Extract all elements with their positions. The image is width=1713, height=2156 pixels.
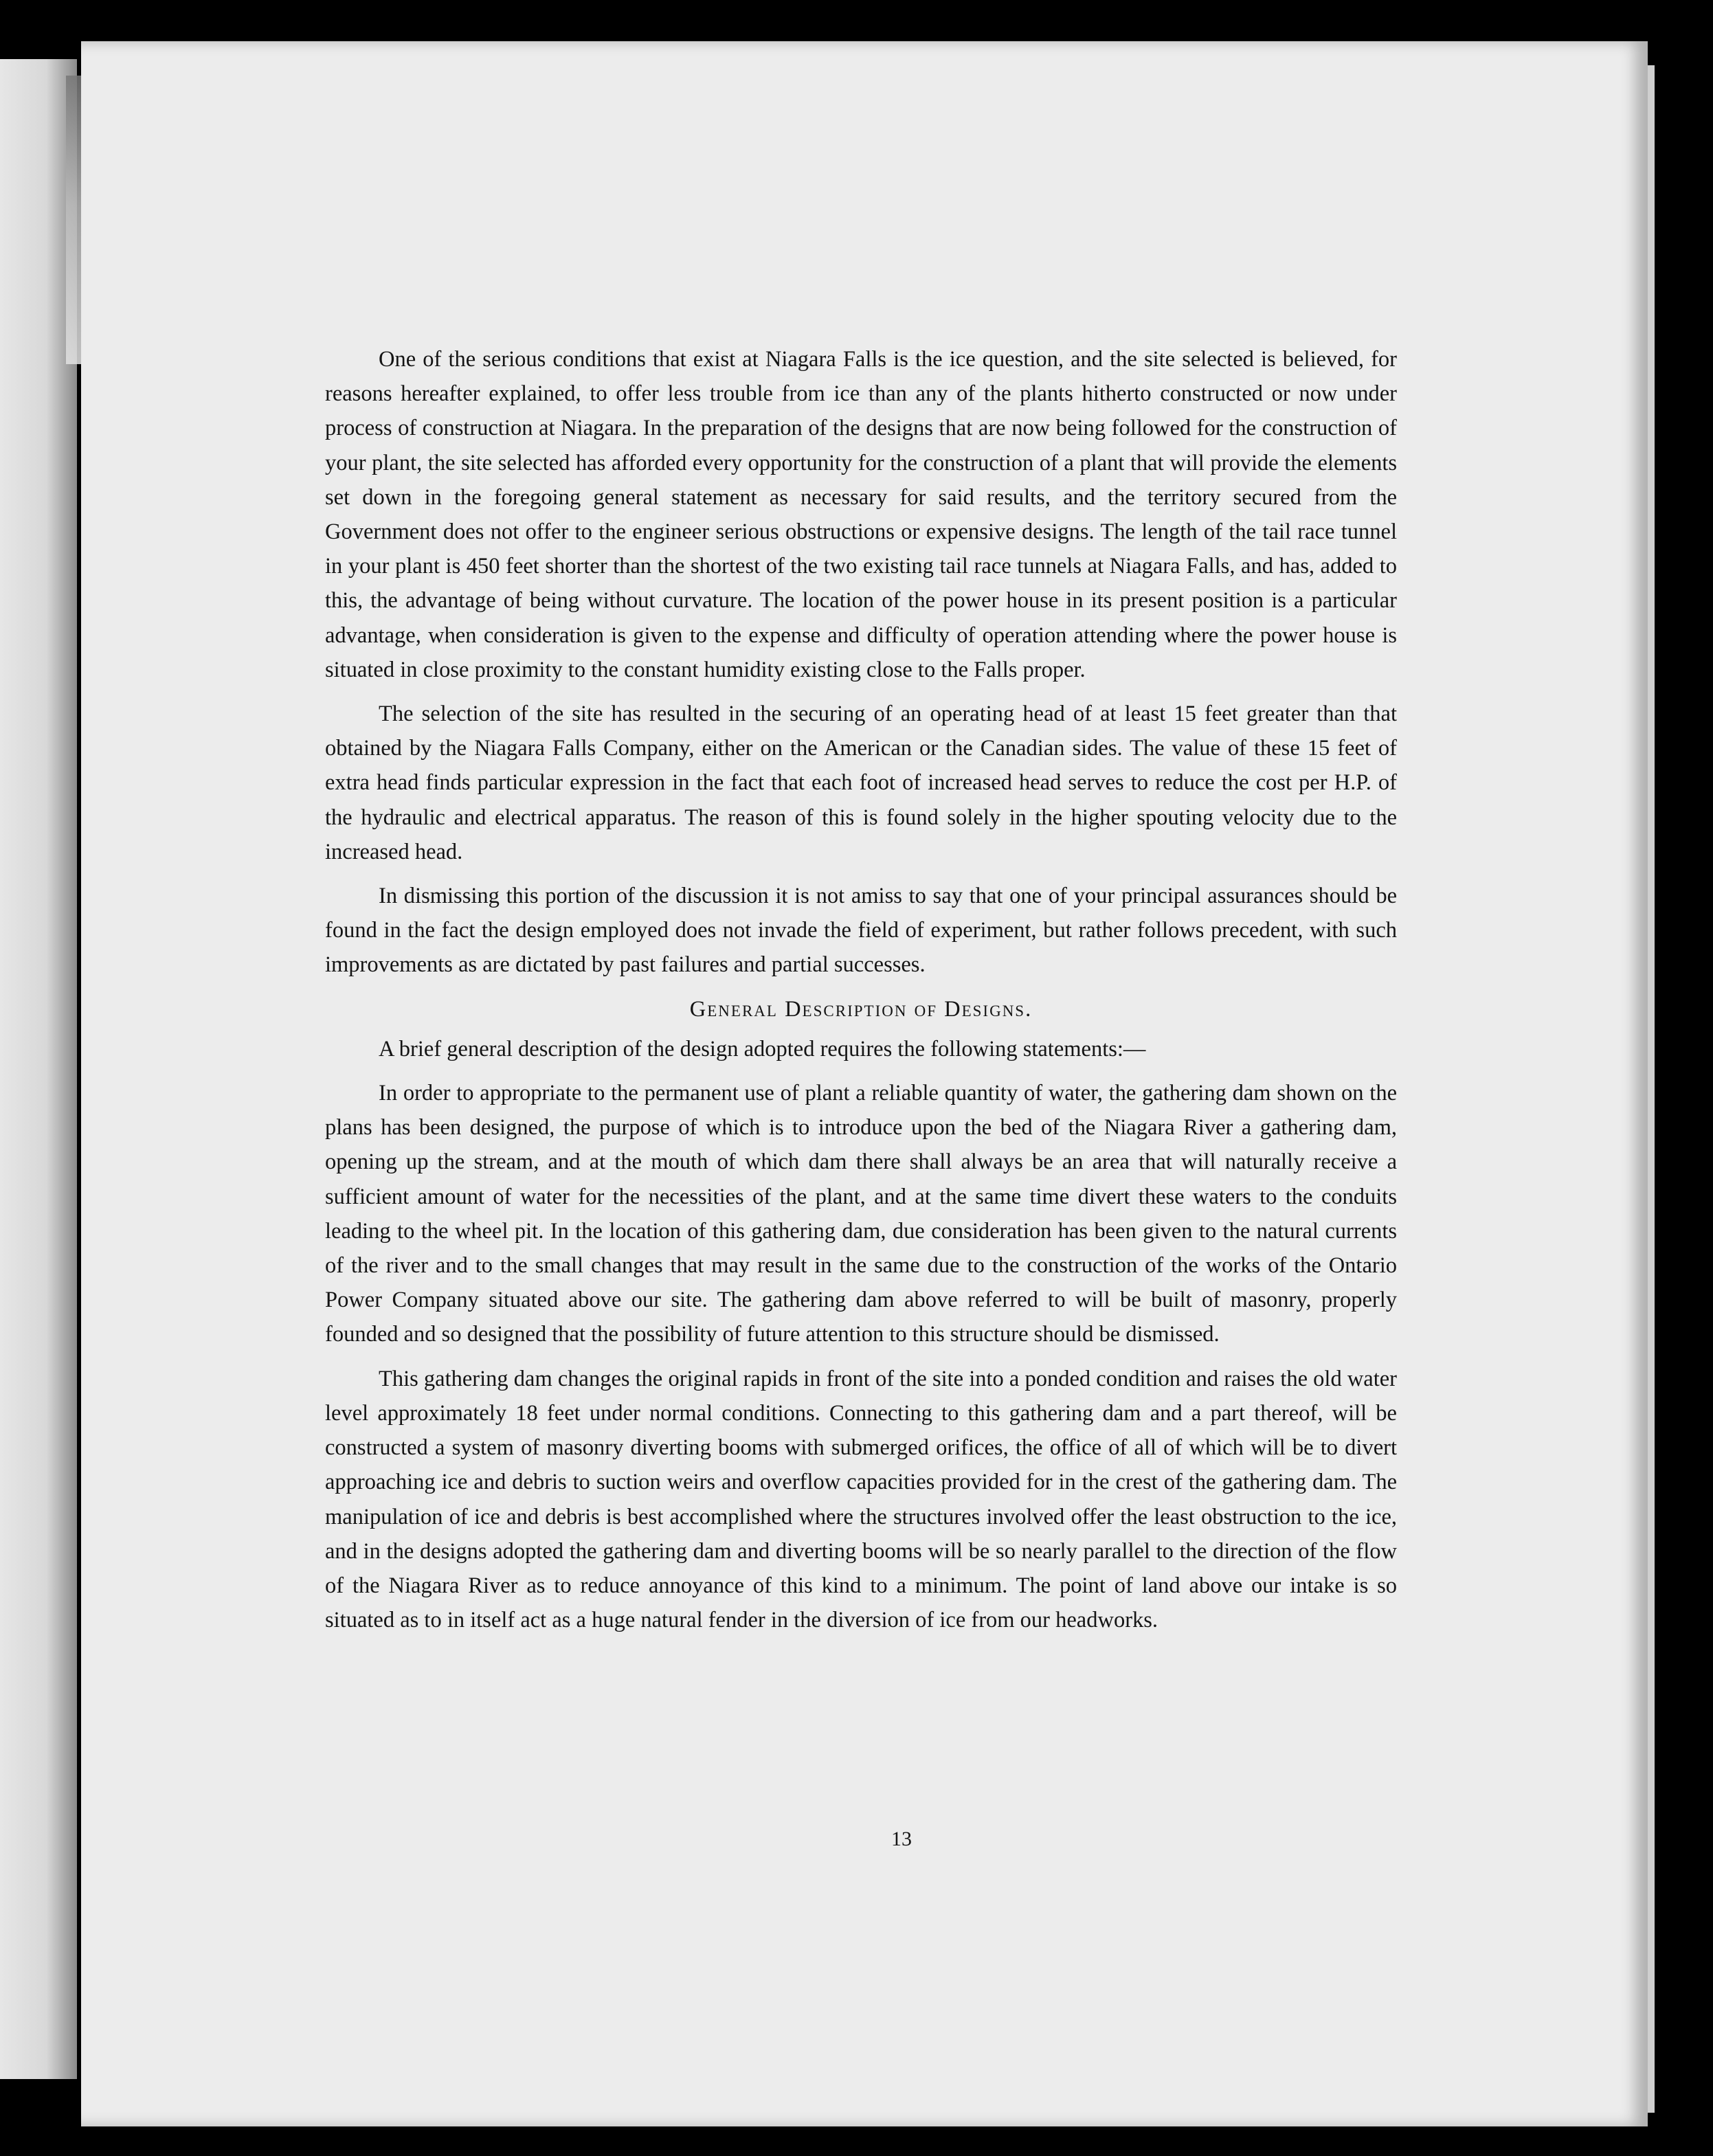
body-text — [325, 342, 1397, 1647]
section-heading: General Description of Designs. — [689, 996, 1033, 1022]
paragraph-ponded-condition: This gathering dam changes the original rapids in front of the site into a ponded condition and raises the old water level approximately 18 feet under normal conditions. Connecting to this gathering dam and a part thereof, will be constructed a system of masonry diverting booms with submerged orifices, the office of all of which will be to divert approaching ice and debris to suction weirs and overflow capacities provided for in the crest of the gathering dam. The manipulation of ice and debris is best accomplished where the structures involved offer the least obstruction to the ice, and in the designs adopted the gathering dam and diverting booms will be so nearly parallel to the direction of the flow of the Niagara River as to reduce annoyance of this kind to a minimum. The point of land above our intake is so situated as to in itself act as a huge natural fender in the diversion of ice from our headworks. — [325, 1366, 1397, 1633]
paragraph-operating-head: The selection of the site has resulted in the securing of an operating head of at least 15 feet greater than that obtained by the Niagara Falls Company, either on the American or the Canadian sides. The value of these 15 feet of extra head finds particular expression in the fact that each foot of increased head serves to reduce the cost per H.P. of the hydraulic and electrical apparatus. The reason of this is found solely in the higher spouting velocity due to the increased head. — [325, 701, 1397, 864]
document-page — [81, 41, 1648, 2126]
paragraph-brief-description: A brief general description of the design adopted requires the following statements:— — [379, 1036, 1146, 1062]
paragraph-precedent: In dismissing this portion of the discussion it is not amiss to say that one of your principal assurances should be found in the fact the design employed does not invade the field of experiment, but rather follows precedent, with such improvements as are dictated by past failures and partial successes. — [325, 884, 1397, 978]
page-edge — [1648, 65, 1655, 2113]
paragraph-ice-question: One of the serious conditions that exist at Niagara Falls is the ice question, and the site selected is believed, for reasons hereafter explained, to offer less trouble from ice than any of the plants hitherto constructed or now under process of construction at Niagara. In the preparation of the designs that are now being followed for the construction of your plant, the site selected has afforded every opportunity for the construction of a plant that will provide the elements set down in the foregoing general statement as necessary for said results, and the territory secured from the Government does not offer to the engineer serious obstructions or expensive designs. The length of the tail race tunnel in your plant is 450 feet shorter than the shortest of the two existing tail race tunnels at Niagara Falls, and has, added to this, the advantage of being without curvature. The location of the power house in its present position is a particular advantage, when consideration is given to the expense and difficulty of operation attending where the power house is situated in close proximity to the constant humidity existing close to the Falls proper. — [325, 347, 1397, 682]
paragraph-gathering-dam: In order to appropriate to the permanent use of plant a reliable quantity of water, the gathering dam shown on the plans has been designed, the purpose of which is to introduce upon the bed of the Niagara River a gathering dam, opening up the stream, and at the mouth of which dam there shall always be an area that will naturally receive a sufficient amount of water for the necessities of the plant, and at the same time divert these waters to the conduits leading to the wheel pit. In the location of this gathering dam, due consideration has been given to the natural currents of the river and to the small changes that may result in the same due to the construction of the works of the Ontario Power Company situated above our site. The gathering dam above referred to will be built of masonry, properly founded and so designed that the possibility of future attention to this structure should be dismissed. — [325, 1081, 1397, 1347]
page-number: 13 — [891, 1828, 912, 1850]
